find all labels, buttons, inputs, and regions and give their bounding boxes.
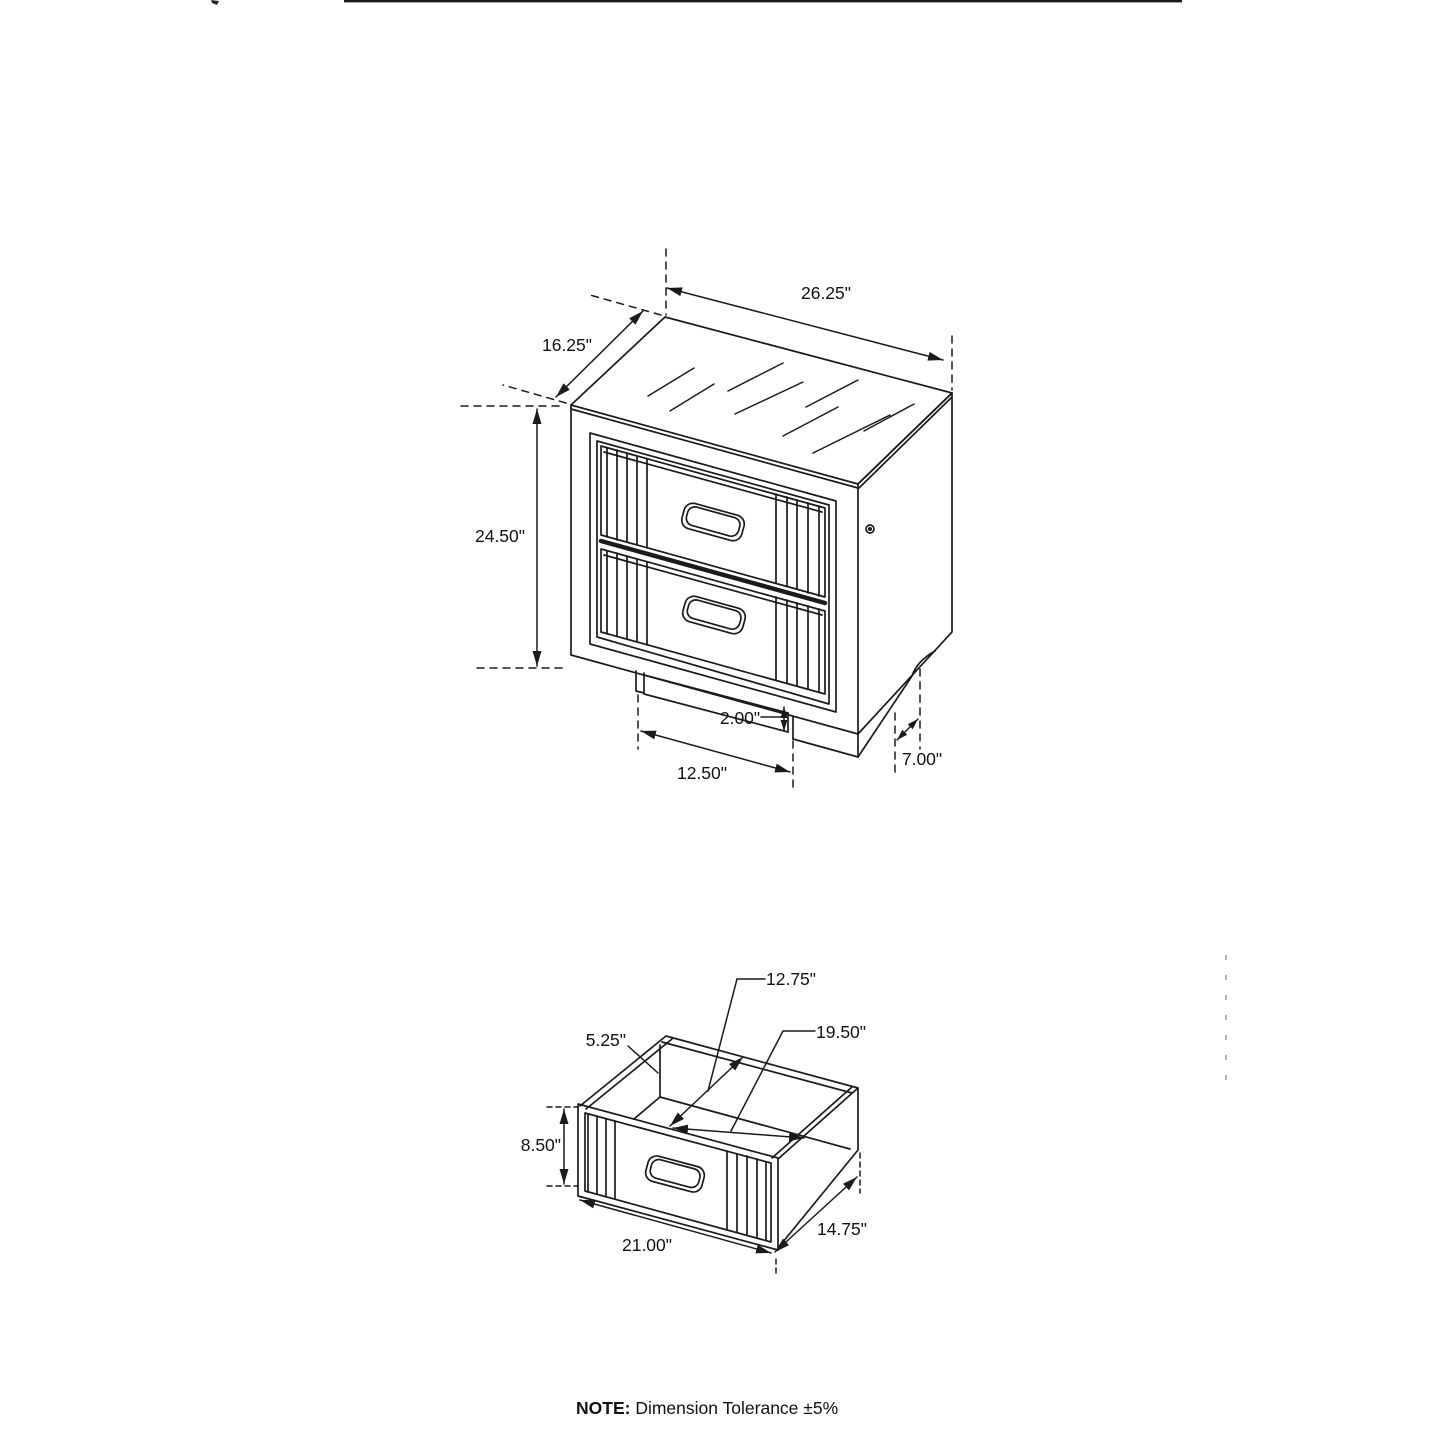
stray-mark — [211, 0, 219, 5]
top-border-line — [344, 0, 1182, 2]
tolerance-note-label: NOTE: — [576, 1398, 631, 1418]
drawer-dimensions — [521, 969, 867, 1277]
drawer-front-panel — [578, 1104, 778, 1250]
dimension-label-side-leg-inset: 7.00" — [901, 749, 943, 769]
side-knob — [866, 525, 874, 533]
dimension-label-height: 24.50" — [474, 526, 526, 546]
dimension-label-depth: 14.75" — [816, 1219, 868, 1239]
dimension-label-leg-spacing: 12.50" — [676, 763, 728, 783]
base-and-legs — [636, 651, 935, 757]
dimension-label-interior-height: 5.25" — [585, 1030, 626, 1050]
bottom-drawer-handle — [681, 594, 748, 636]
dimension-label-base-height: 2.00" — [719, 708, 761, 728]
tolerance-note — [576, 1398, 838, 1419]
dimension-label-front-width: 21.00" — [621, 1235, 673, 1255]
drawer-isometric-view — [578, 1036, 858, 1250]
dimension-label-interior-depth: 12.75" — [766, 969, 817, 989]
drawer-divider — [601, 541, 825, 603]
top-drawer-handle — [680, 501, 747, 543]
dimension-label-top-width: 26.25" — [800, 283, 852, 303]
drawer-handle — [644, 1154, 707, 1194]
tolerance-note-text: Dimension Tolerance ±5% — [630, 1398, 839, 1418]
nightstand-isometric-view — [571, 317, 952, 757]
top-drawer-front — [601, 446, 825, 597]
mirror-shine-lines — [648, 363, 914, 453]
dimension-label-interior-width: 19.50" — [816, 1022, 867, 1042]
dimension-label-front-height: 8.50" — [520, 1135, 561, 1155]
dimension-label-top-depth: 16.25" — [541, 335, 593, 355]
